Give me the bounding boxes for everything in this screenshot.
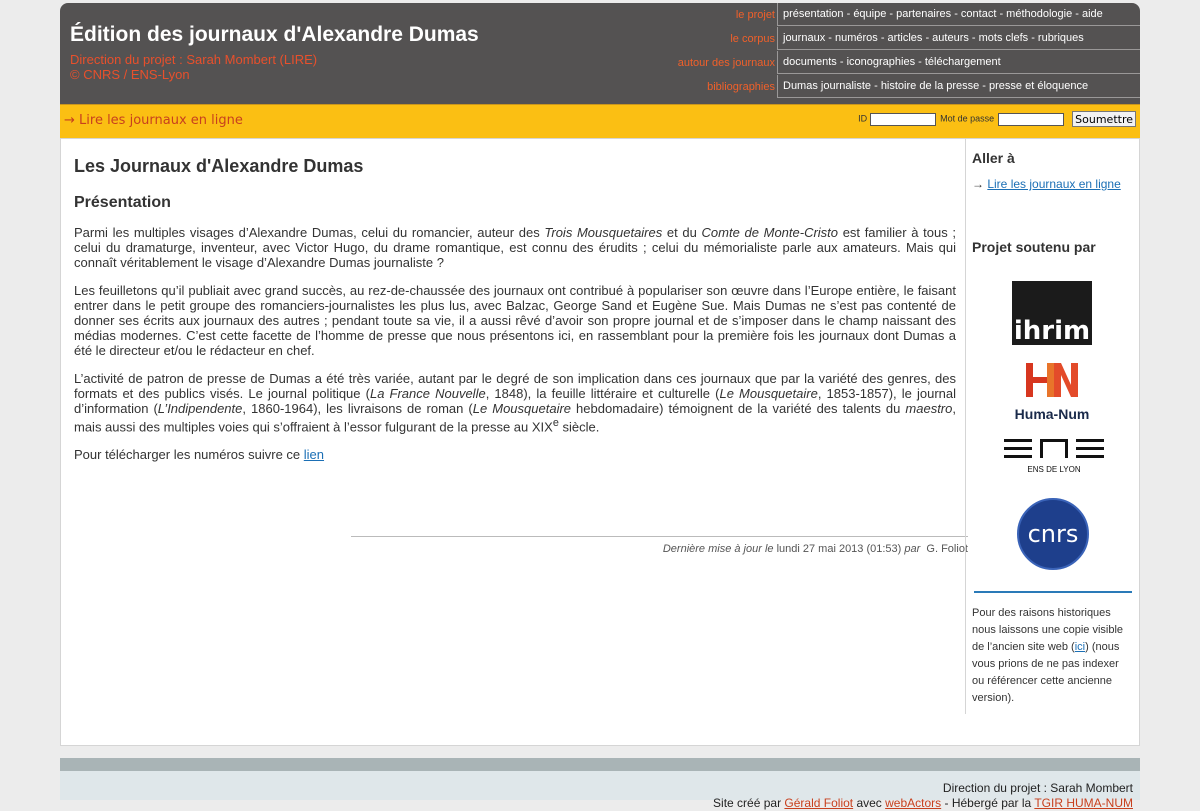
cnrs-logo-text: cnrs xyxy=(1027,520,1079,548)
nav-links-corpus[interactable]: journaux - numéros - articles - auteurs - mots clefs - rubriques xyxy=(777,27,1140,50)
nav-key-corpus[interactable]: le corpus xyxy=(730,33,775,45)
nav-row-bibliographies xyxy=(660,75,1140,99)
paragraph-download: Pour télécharger les numéros suivre ce lien xyxy=(74,447,325,463)
nav-key-autour[interactable]: autour des journaux xyxy=(677,57,775,69)
copyright: © CNRS / ENS-Lyon xyxy=(70,67,190,82)
action-bar xyxy=(60,104,1140,138)
login-form xyxy=(858,111,1136,127)
nav-row-projet xyxy=(660,3,1140,27)
id-input[interactable] xyxy=(870,113,936,126)
cnrs-logo[interactable] xyxy=(1016,497,1090,571)
paragraph-1: Parmi les multiples visages d’Alexandre Dumas, celui du romancier, auteur des Trois Mousquetaires et du Comte de Monte-Cristo est familier à tous ; celui du dramaturge, inventeur, avec Victor Hugo, du drame romantique, est connu des érudits ; celui du mémorialiste parle aux amateurs. Mais qui connaît véritablement le visage d’Alexandre Dumas journaliste ? xyxy=(74,225,956,270)
id-label: ID xyxy=(858,113,868,124)
site-header xyxy=(60,3,1140,104)
page-title: Les Journaux d'Alexandre Dumas xyxy=(74,156,364,176)
humanum-logo-text: Huma-Num xyxy=(1014,406,1090,422)
nav-key-bibliographies[interactable]: bibliographies xyxy=(707,81,775,93)
download-link[interactable]: lien xyxy=(303,447,325,463)
ens-logo-text: ENS DE LYON xyxy=(1027,465,1081,474)
main-nav xyxy=(660,3,1140,99)
humanum-link[interactable]: TGIR HUMA-NUM xyxy=(1034,796,1133,810)
footer-credits: Site créé par Gérald Foliot avec webActors - Hébergé par la TGIR HUMA-NUM xyxy=(713,796,1133,810)
goto-read-link[interactable]: Lire les journaux en ligne xyxy=(987,177,1121,191)
sidebar-divider xyxy=(974,591,1132,593)
ihrim-logo[interactable] xyxy=(1012,281,1092,345)
paragraph-3: L’activité de patron de presse de Dumas a été très variée, autant par le degré de son implication dans ces journaux que par la variété des genres, des formats et des publics visés. Le journal politique (La France Nouvelle, 1848), la feuille littéraire et culturelle (Le Mousquetaire, 1853-1857), le journal d’information (L’Indipendente, 1860-1964), les livraisons de roman (Le Mousquetaire hebdomadaire) témoignent de la variété des talents du maestro, mais aussi des multiples voies qui s’offraient à l’essor fulgurant de la presse au XIXe siècle. xyxy=(74,371,957,435)
footer-text xyxy=(713,781,1133,811)
page-wrapper xyxy=(60,3,1140,746)
nav-links-projet[interactable]: présentation - équipe - partenaires - contact - méthodologie - aide xyxy=(777,3,1140,26)
footer-band xyxy=(60,758,1140,771)
old-site-note: Pour des raisons historiques nous laissons une copie visible de l’ancien site web (ici) (nous vous prions de ne pas indexer ou référencer cette ancienne version). xyxy=(972,607,1124,704)
article-content xyxy=(74,151,968,555)
nav-links-bibliographies[interactable]: Dumas journaliste - histoire de la presse - presse et éloquence xyxy=(777,75,1140,98)
password-label: Mot de passe xyxy=(940,113,995,124)
ihrim-logo-text: ihrim xyxy=(1013,316,1091,345)
support-title: Projet soutenu par xyxy=(972,239,1096,255)
nav-key-projet[interactable]: le projet xyxy=(735,9,775,21)
site-title[interactable]: Édition des journaux d'Alexandre Dumas xyxy=(70,23,479,46)
site-footer xyxy=(60,758,1140,810)
password-input[interactable] xyxy=(998,113,1064,126)
sidebar xyxy=(965,139,1142,714)
project-direction: Direction du projet : Sarah Mombert (LIRE) xyxy=(70,52,318,67)
nav-row-corpus xyxy=(660,27,1140,51)
section-title: Présentation xyxy=(74,194,171,211)
humanum-logo[interactable] xyxy=(1008,361,1096,423)
read-journals-link[interactable]: → Lire les journaux en ligne xyxy=(64,113,243,128)
ens-lyon-logo[interactable] xyxy=(1004,439,1106,477)
goto-title: Aller à xyxy=(972,150,1015,166)
webactors-link[interactable]: webActors xyxy=(885,796,942,810)
last-update: Dernière mise à jour le lundi 27 mai 2013 (01:53) par G. Foliot xyxy=(351,536,968,555)
main-area xyxy=(60,138,1140,746)
paragraph-2: Les feuilletons qu’il publiait avec grand succès, au rez-de-chaussée des journaux ont contribué à populariser son œuvre dans l’Europe entière, le faisant entrer dans le petit groupe des romanciers-journalistes les plus lus, avec Balzac, George Sand et Eugène Sue. Mais Dumas ne s’est pas contenté de donner ses écrits aux journaux des autres ; pendant toute sa vie, il a aussi rêvé d’avoir son propre journal et de s’imposer dans le champ naissant des médias modernes. C’est cette facette de l’homme de presse que nous présentons ici, en rassemblant pour la première fois les journaux dont Dumas a été le directeur et/ou le rédacteur en chef. xyxy=(74,283,956,358)
author-link[interactable]: Gérald Foliot xyxy=(784,796,854,810)
footer-direction: Direction du projet : Sarah Mombert xyxy=(942,781,1133,795)
goto-item xyxy=(972,177,1121,191)
nav-links-autour[interactable]: documents - iconographies - téléchargement xyxy=(777,51,1140,74)
submit-button[interactable]: Soumettre xyxy=(1072,111,1136,127)
old-site-link[interactable]: ici xyxy=(1074,641,1086,653)
arrow-icon: → xyxy=(972,177,984,191)
nav-row-autour xyxy=(660,51,1140,75)
